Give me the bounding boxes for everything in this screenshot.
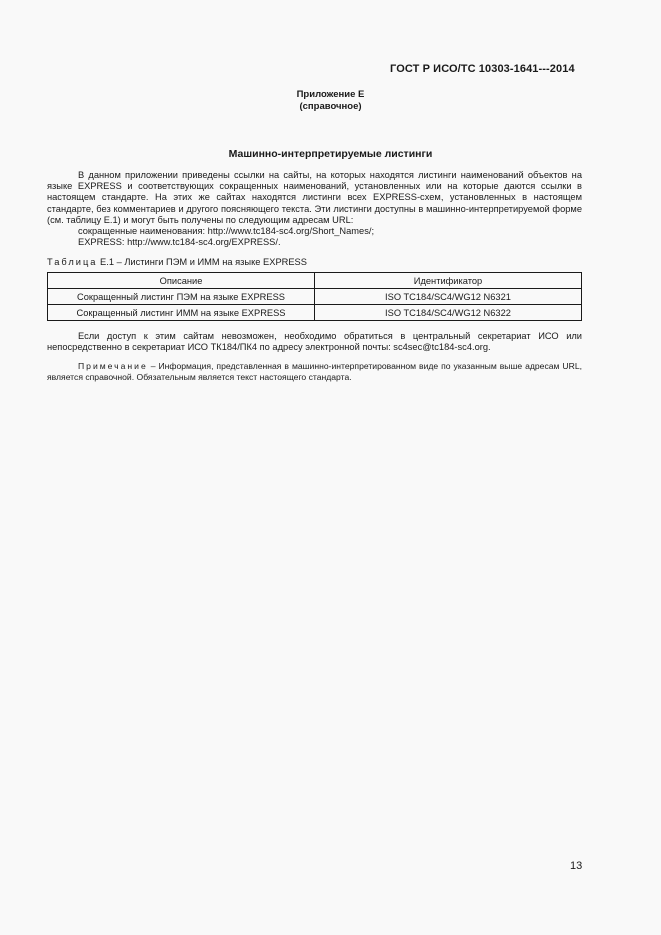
- table-cell-description: Сокращенный листинг ПЭМ на языке EXPRESS: [48, 289, 315, 305]
- contact-section: [47, 331, 582, 353]
- page-number: 13: [570, 860, 583, 872]
- table-caption-prefix: Таблица: [47, 257, 98, 267]
- document-standard-id: ГОСТ Р ИСО/ТС 10303-1641---2014: [390, 63, 575, 75]
- note-text: – Информация, представленная в машинно-интерпретированном виде по указанным выше адресам URL, является справочной. Обязательным является текст настоящего стандарта.: [47, 361, 582, 382]
- column-header-identifier: Идентификатор: [315, 273, 582, 289]
- intro-paragraph: В данном приложении приведены ссылки на сайты, на которых находятся листинги наименований объектов на языке EXPRESS и соответствующих сокращенных наименований, установленных или на которые даются ссылки в настоящем стандарте. На этих же сайтах находятся листинги всех EXPRESS-схем, установленных в настоящем стандарте, без комментариев и другого поясняющего текста. Эти листинги доступны в машинно-интерпретируемой форме (см. таблицу Е.1) и могут быть получены по следующим адресам URL:: [47, 170, 582, 225]
- table-cell-identifier: ISO TC184/SC4/WG12 N6321: [315, 289, 582, 305]
- annex-title: Приложение Е: [296, 89, 365, 100]
- table-row: [48, 305, 582, 321]
- table-header-row: [48, 273, 582, 289]
- intro-section: [47, 170, 582, 248]
- section-title: Машинно-интерпретируемые листинги: [228, 148, 433, 160]
- note-label: Примечание: [78, 361, 148, 371]
- table-caption: [47, 257, 307, 267]
- short-names-url: сокращенные наименования: http://www.tc184-sc4.org/Short_Names/;: [78, 226, 375, 237]
- note-section: [47, 361, 582, 383]
- table-cell-identifier: ISO TC184/SC4/WG12 N6322: [315, 305, 582, 321]
- column-header-description: Описание: [48, 273, 315, 289]
- express-url: EXPRESS: http://www.tc184-sc4.org/EXPRESS/.: [78, 237, 281, 248]
- annex-subtitle: (справочное): [299, 101, 362, 112]
- table-cell-description: Сокращенный листинг ИММ на языке EXPRESS: [48, 305, 315, 321]
- contact-paragraph: Если доступ к этим сайтам невозможен, необходимо обратиться в центральный секретариат ИСО или непосредственно в секретариат ИСО ТК184/ПК4 по адресу электронной почты: sc4sec@tc184-sc4.org.: [47, 331, 582, 353]
- table-row: [48, 289, 582, 305]
- table-caption-text: Е.1 – Листинги ПЭМ и ИММ на языке EXPRESS: [97, 257, 307, 267]
- listings-table: [47, 272, 582, 321]
